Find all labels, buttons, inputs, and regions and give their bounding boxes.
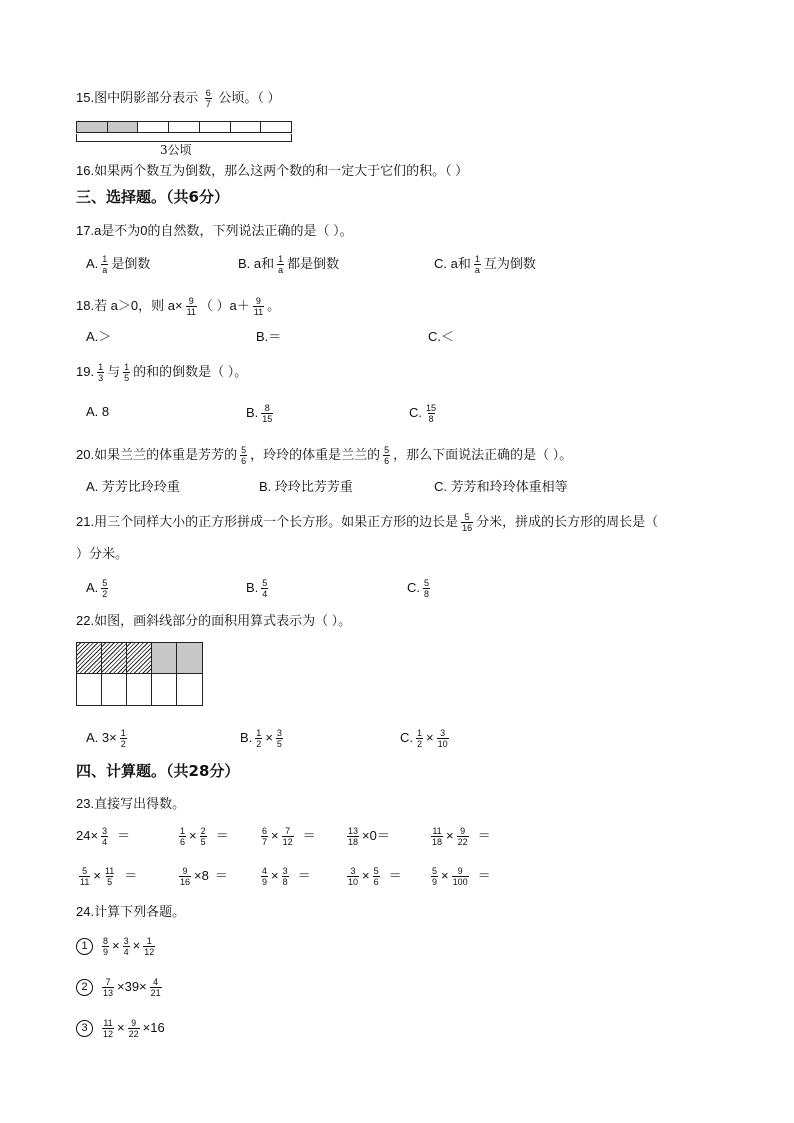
fraction: $\frac{5}{6}$: [241, 445, 247, 466]
bar-cell: [169, 122, 200, 132]
grid-cell-shaded: [177, 643, 202, 674]
q18-option-c[interactable]: C.＜: [428, 329, 455, 344]
bar-cell-shaded: [77, 122, 108, 132]
fraction: $\frac{1}{a}$: [102, 254, 108, 275]
q17-option-b[interactable]: B. a和 $\frac{1}{a}$ 都是倒数: [238, 254, 340, 275]
circled-number: 2: [76, 979, 93, 996]
circled-number: 1: [76, 938, 93, 955]
fraction: $\frac{7}{12}$: [282, 826, 293, 847]
q23-expression: $\frac{6}{7}$ × $\frac{7}{12}$ ＝: [262, 826, 316, 847]
question-22: 22.如图，画斜线部分的面积用算式表示为（ ）。: [76, 613, 352, 628]
q18-option-b[interactable]: B.＝: [256, 329, 282, 344]
question-24: 24.计算下列各题。: [76, 904, 186, 919]
bar-cell: [138, 122, 169, 132]
fraction: $\frac{2}{5}$: [200, 826, 206, 847]
fraction: $\frac{5}{16}$: [462, 512, 473, 533]
grid-cell-hatched: [102, 643, 127, 674]
question-21-line-2: ）分米。: [76, 546, 129, 561]
fraction: $\frac{5}{6}$: [373, 866, 379, 887]
fraction: $\frac{7}{13}$: [103, 977, 114, 998]
fraction: $\frac{3}{10}$: [348, 866, 359, 887]
q15-bar-label: 3公顷: [160, 143, 192, 157]
fraction: $\frac{11}{5}$: [104, 866, 115, 887]
fraction: $\frac{13}{18}$: [348, 826, 359, 847]
q23-expression: $\frac{5}{9}$ × $\frac{9}{100}$ ＝: [432, 866, 491, 887]
q20-option-b[interactable]: B. 玲玲比芳芳重: [259, 479, 353, 494]
q19-option-c[interactable]: C. $\frac{15}{8}$: [409, 403, 437, 424]
grid-cell-hatched: [127, 643, 152, 674]
bar-cell-shaded: [108, 122, 139, 132]
q23-expression: $\frac{1}{6}$ × $\frac{2}{5}$ ＝: [180, 826, 229, 847]
q23-expression: $\frac{11}{18}$ × $\frac{9}{22}$ ＝: [432, 826, 491, 847]
grid-cell: [127, 674, 152, 705]
fraction: $\frac{1}{12}$: [144, 936, 155, 957]
fraction: $\frac{1}{2}$: [256, 728, 262, 749]
fraction: $\frac{9}{22}$: [128, 1018, 139, 1039]
fraction: $\frac{5}{11}$: [80, 866, 90, 887]
grid-cell-shaded: [152, 643, 177, 674]
fraction: $\frac{1}{3}$: [98, 362, 104, 383]
question-15: [76, 88, 280, 109]
section-3-title: 三、选择题。（共6分）: [76, 188, 229, 206]
q15-text-end: 公顷。（ ）: [218, 89, 281, 105]
q23-expression: $\frac{4}{9}$ × $\frac{3}{8}$ ＝: [262, 866, 311, 887]
question-19: 19. $\frac{1}{3}$ 与 $\frac{1}{5}$ 的和的倒数是（ ）。: [76, 362, 248, 383]
bar-cell: [231, 122, 262, 132]
fraction: $\frac{8}{15}$: [262, 403, 273, 424]
fraction: $\frac{3}{5}$: [276, 728, 282, 749]
q22-grid-figure: [76, 642, 203, 706]
q18-option-a[interactable]: A.＞: [86, 329, 112, 344]
q22-option-b[interactable]: B. $\frac{1}{2}$ × $\frac{3}{5}$: [240, 728, 282, 749]
q23-expression: 24× $\frac{3}{4}$ ＝: [76, 826, 131, 847]
question-18: 18.若 a＞0，则 a× $\frac{9}{11}$ （ ）a＋ $\frac{9}{11}$ 。: [76, 296, 281, 317]
fraction: $\frac{1}{2}$: [417, 728, 423, 749]
fraction: $\frac{6}{7}$: [205, 88, 211, 109]
fraction: $\frac{6}{7}$: [262, 826, 268, 847]
fraction: $\frac{5}{2}$: [102, 578, 108, 599]
q19-option-b[interactable]: B. $\frac{8}{15}$: [246, 403, 273, 424]
q24-item-3: 3 $\frac{11}{12}$ × $\frac{9}{22}$ ×16: [76, 1018, 165, 1039]
question-23: 23.直接写出得数。: [76, 796, 186, 811]
fraction: $\frac{5}{4}$: [262, 578, 268, 599]
q23-expression: $\frac{13}{18}$ ×0＝: [348, 826, 390, 847]
q20-option-a[interactable]: A. 芳芳比玲玲重: [86, 479, 180, 494]
fraction: $\frac{9}{22}$: [457, 826, 468, 847]
bar-cell: [261, 122, 291, 132]
fraction: $\frac{9}{11}$: [253, 296, 264, 317]
grid-cell-hatched: [77, 643, 102, 674]
fraction: $\frac{4}{9}$: [262, 866, 268, 887]
q15-text: 15.图中阴影部分表示: [76, 89, 199, 105]
question-17: 17.a是不为0的自然数，下列说法正确的是（ ）。: [76, 223, 353, 238]
q19-option-a[interactable]: A. 8: [86, 404, 110, 419]
grid-cell: [152, 674, 177, 705]
q17-option-c[interactable]: C. a和 $\frac{1}{a}$ 互为倒数: [434, 254, 536, 275]
fraction: $\frac{4}{21}$: [150, 977, 161, 998]
fraction: $\frac{11}{18}$: [432, 826, 443, 847]
circled-number: 3: [76, 1020, 93, 1037]
grid-cell: [102, 674, 127, 705]
fraction: $\frac{1}{6}$: [180, 826, 186, 847]
question-21: 21.用三个同样大小的正方形拼成一个长方形。如果正方形的边长是 $\frac{5}{16}$ 分米，拼成的长方形的周长是（: [76, 512, 659, 533]
fraction: $\frac{8}{9}$: [103, 936, 109, 957]
fraction: $\frac{1}{2}$: [120, 728, 126, 749]
bar-cell: [200, 122, 231, 132]
fraction: $\frac{1}{5}$: [124, 362, 130, 383]
fraction: $\frac{1}{a}$: [278, 254, 284, 275]
fraction: $\frac{9}{11}$: [186, 296, 196, 317]
fraction: $\frac{3}{8}$: [282, 866, 288, 887]
q24-item-2: 2 $\frac{7}{13}$ ×39× $\frac{4}{21}$: [76, 977, 165, 998]
fraction: $\frac{1}{a}$: [474, 254, 480, 275]
section-4-title: 四、计算题。（共28分）: [76, 762, 240, 780]
fraction: $\frac{3}{4}$: [123, 936, 129, 957]
fraction: $\frac{5}{8}$: [424, 578, 430, 599]
q21-option-c[interactable]: C. $\frac{5}{8}$: [407, 578, 430, 599]
fraction: $\frac{5}{6}$: [384, 445, 390, 466]
question-20: 20.如果兰兰的体重是芳芳的 $\frac{5}{6}$ ，玲玲的体重是兰兰的 $\frac{5}{6}$ ，那么下面说法正确的是（ ）。: [76, 445, 573, 466]
fraction: $\frac{3}{10}$: [437, 728, 448, 749]
question-16: 16.如果两个数互为倒数，那么这两个数的和一定大于它们的积。（ ）: [76, 163, 469, 178]
fraction: $\frac{11}{12}$: [103, 1018, 114, 1039]
grid-cell: [177, 674, 202, 705]
grid-cell: [77, 674, 102, 705]
q17-option-a[interactable]: A. $\frac{1}{a}$ 是倒数: [86, 254, 151, 275]
q15-bar-figure: [76, 121, 292, 133]
q23-expression: $\frac{3}{10}$ × $\frac{5}{6}$ ＝: [348, 866, 402, 887]
q24-item-1: 1 $\frac{8}{9}$ × $\frac{3}{4}$ × $\frac{1}{12}$: [76, 936, 158, 957]
fraction: $\frac{15}{8}$: [426, 403, 437, 424]
fraction: $\frac{5}{9}$: [432, 866, 438, 887]
q20-option-c[interactable]: C. 芳芳和玲玲体重相等: [434, 479, 568, 494]
fraction: $\frac{3}{4}$: [102, 826, 108, 847]
q21-option-b[interactable]: B. $\frac{5}{4}$: [246, 578, 268, 599]
q21-option-a[interactable]: A. $\frac{5}{2}$: [86, 578, 108, 599]
q23-expression: $\frac{9}{16}$ ×8 ＝: [180, 866, 228, 887]
q22-option-a[interactable]: A. 3× $\frac{1}{2}$: [86, 728, 126, 749]
fraction: $\frac{9}{100}$: [452, 866, 468, 887]
q22-option-c[interactable]: C. $\frac{1}{2}$ × $\frac{3}{10}$: [400, 728, 448, 749]
fraction: $\frac{9}{16}$: [180, 866, 191, 887]
q23-expression: $\frac{5}{11}$ × $\frac{11}{5}$ ＝: [80, 866, 138, 887]
